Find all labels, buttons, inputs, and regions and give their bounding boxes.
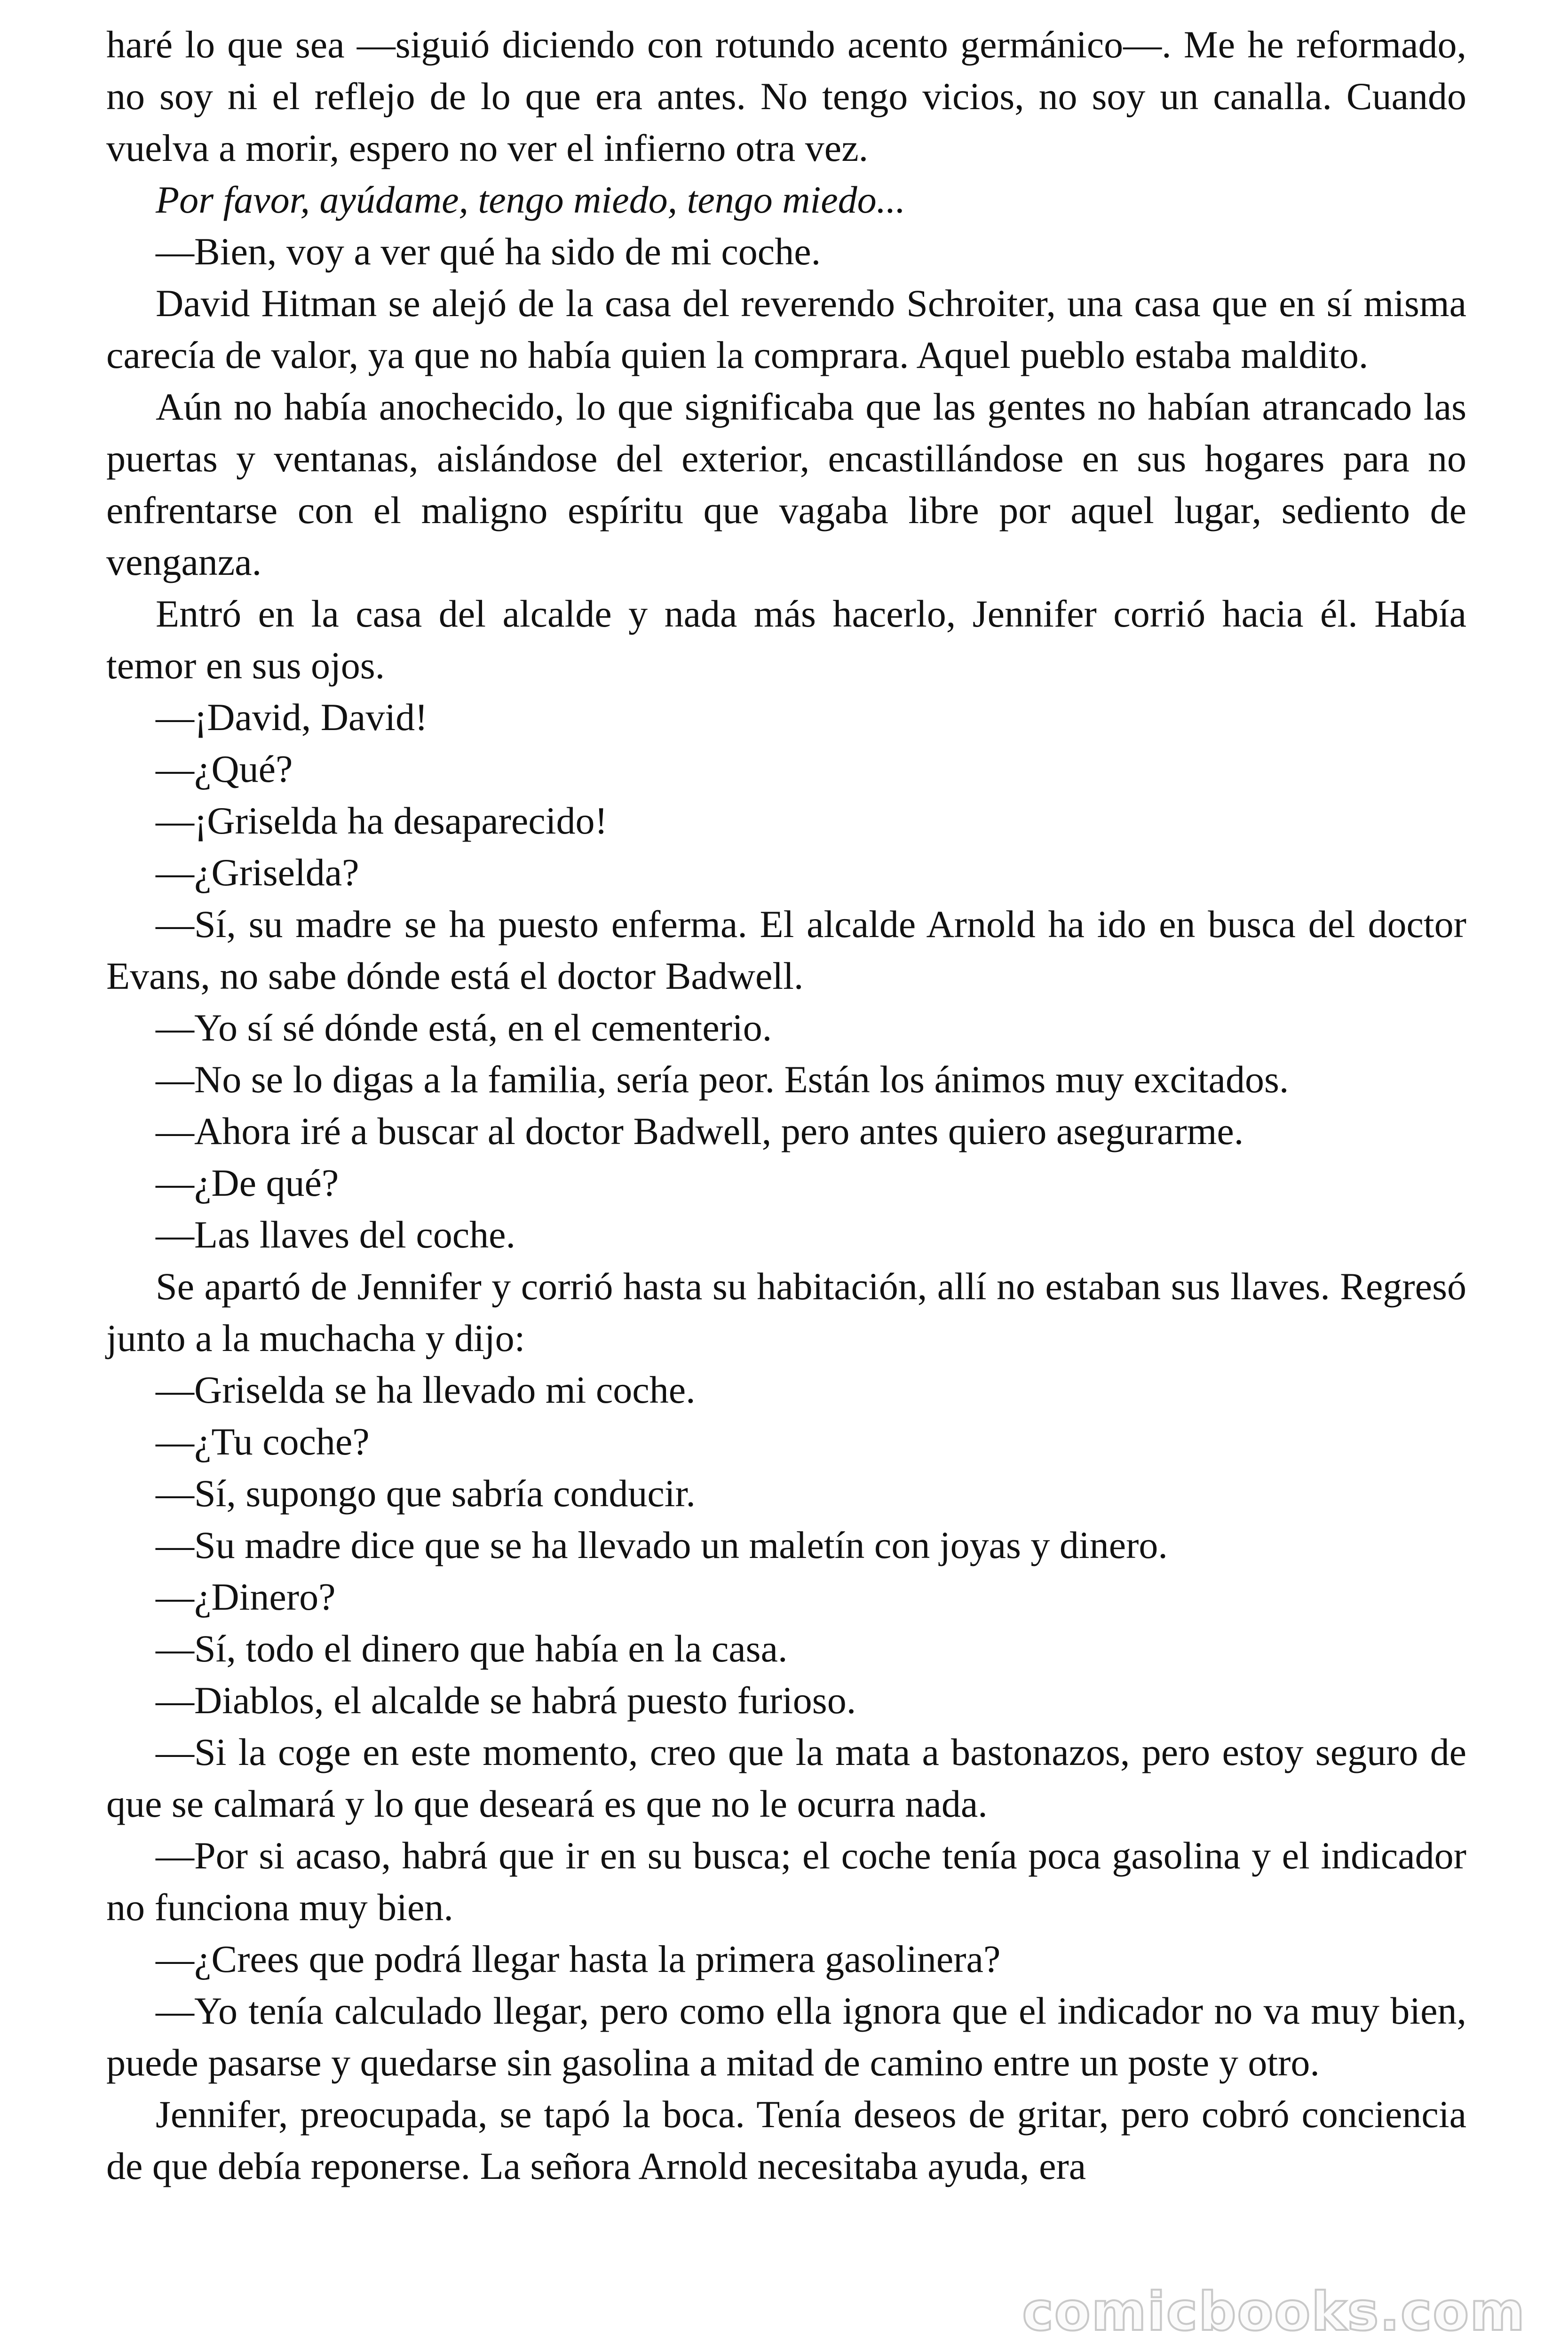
paragraph-28: —Yo tenía calculado llegar, pero como ella ignora que el indicador no va muy bien, puede pasarse y quedarse sin gasolina a mitad de camino entre un poste y otro. [106, 1989, 1466, 2084]
paragraph-20: —Sí, supongo que sabría conducir. [156, 1472, 696, 1515]
paragraph-6: Entró en la casa del alcalde y nada más hacerlo, Jennifer corrió hacia él. Había temor en sus ojos. [106, 592, 1466, 687]
paragraph-11: —Sí, su madre se ha puesto enferma. El alcalde Arnold ha ido en busca del doctor Evans, no sabe dónde está el doctor Badwell. [106, 903, 1466, 997]
paragraph-17: Se apartó de Jennifer y corrió hasta su habitación, allí no estaban sus llaves. Regresó junto a la muchacha y dijo: [106, 1265, 1466, 1359]
paragraph-10: —¿Griselda? [156, 851, 359, 894]
paragraph-21: —Su madre dice que se ha llevado un maletín con joyas y dinero. [156, 1524, 1168, 1566]
paragraph-1: haré lo que sea —siguió diciendo con rotundo acento germánico—. Me he reformado, no soy ni el reflejo de lo que era antes. No tengo vicios, no soy un canalla. Cuando vuelva a morir, espero no ver el infierno otra vez. [106, 23, 1466, 169]
paragraph-16: —Las llaves del coche. [156, 1213, 516, 1256]
paragraph-22: —¿Dinero? [156, 1575, 336, 1618]
paragraph-13: —No se lo digas a la familia, sería peor. Están los ánimos muy excitados. [156, 1058, 1289, 1101]
paragraph-29: Jennifer, preocupada, se tapó la boca. Tenía deseos de gritar, pero cobró conciencia de que debía reponerse. La señora Arnold necesitaba ayuda, era [106, 2093, 1466, 2187]
paragraph-25: —Si la coge en este momento, creo que la mata a bastonazos, pero estoy seguro de que se calmará y lo que deseará es que no le ocurra nada. [106, 1731, 1466, 1825]
paragraph-3: —Bien, voy a ver qué ha sido de mi coche. [156, 230, 821, 273]
paragraph-26: —Por si acaso, habrá que ir en su busca; el coche tenía poca gasolina y el indicador no funciona muy bien. [106, 1834, 1466, 1929]
paragraph-9: —¡Griselda ha desaparecido! [156, 799, 608, 842]
paragraph-12: —Yo sí sé dónde está, en el cementerio. [156, 1006, 772, 1049]
page-text [106, 19, 1466, 2192]
paragraph-15: —¿De qué? [156, 1161, 339, 1204]
paragraph-7: —¡David, David! [156, 696, 428, 739]
paragraph-27: —¿Crees que podrá llegar hasta la primera gasolinera? [156, 1938, 1001, 1980]
paragraph-14: —Ahora iré a buscar al doctor Badwell, pero antes quiero asegurarme. [156, 1110, 1244, 1152]
paragraph-18: —Griselda se ha llevado mi coche. [156, 1368, 696, 1411]
paragraph-23: —Sí, todo el dinero que había en la casa. [156, 1627, 788, 1670]
paragraph-2: Por favor, ayúdame, tengo miedo, tengo miedo... [156, 178, 906, 221]
paragraph-19: —¿Tu coche? [156, 1420, 370, 1463]
paragraph-5: Aún no había anochecido, lo que significaba que las gentes no habían atrancado las puertas y ventanas, aislándose del exterior, encastillándose en sus hogares para no enfrentarse con el maligno espíritu que vagaba libre por aquel lugar, sediento de venganza. [106, 385, 1466, 583]
paragraph-24: —Diablos, el alcalde se habrá puesto furioso. [156, 1679, 856, 1722]
paragraph-4: David Hitman se alejó de la casa del reverendo Schroiter, una casa que en sí misma carecía de valor, ya que no había quien la comprara. Aquel pueblo estaba maldito. [106, 282, 1466, 376]
paragraph-8: —¿Qué? [156, 747, 293, 790]
site-watermark: comicbooks.com [1022, 2281, 1526, 2343]
